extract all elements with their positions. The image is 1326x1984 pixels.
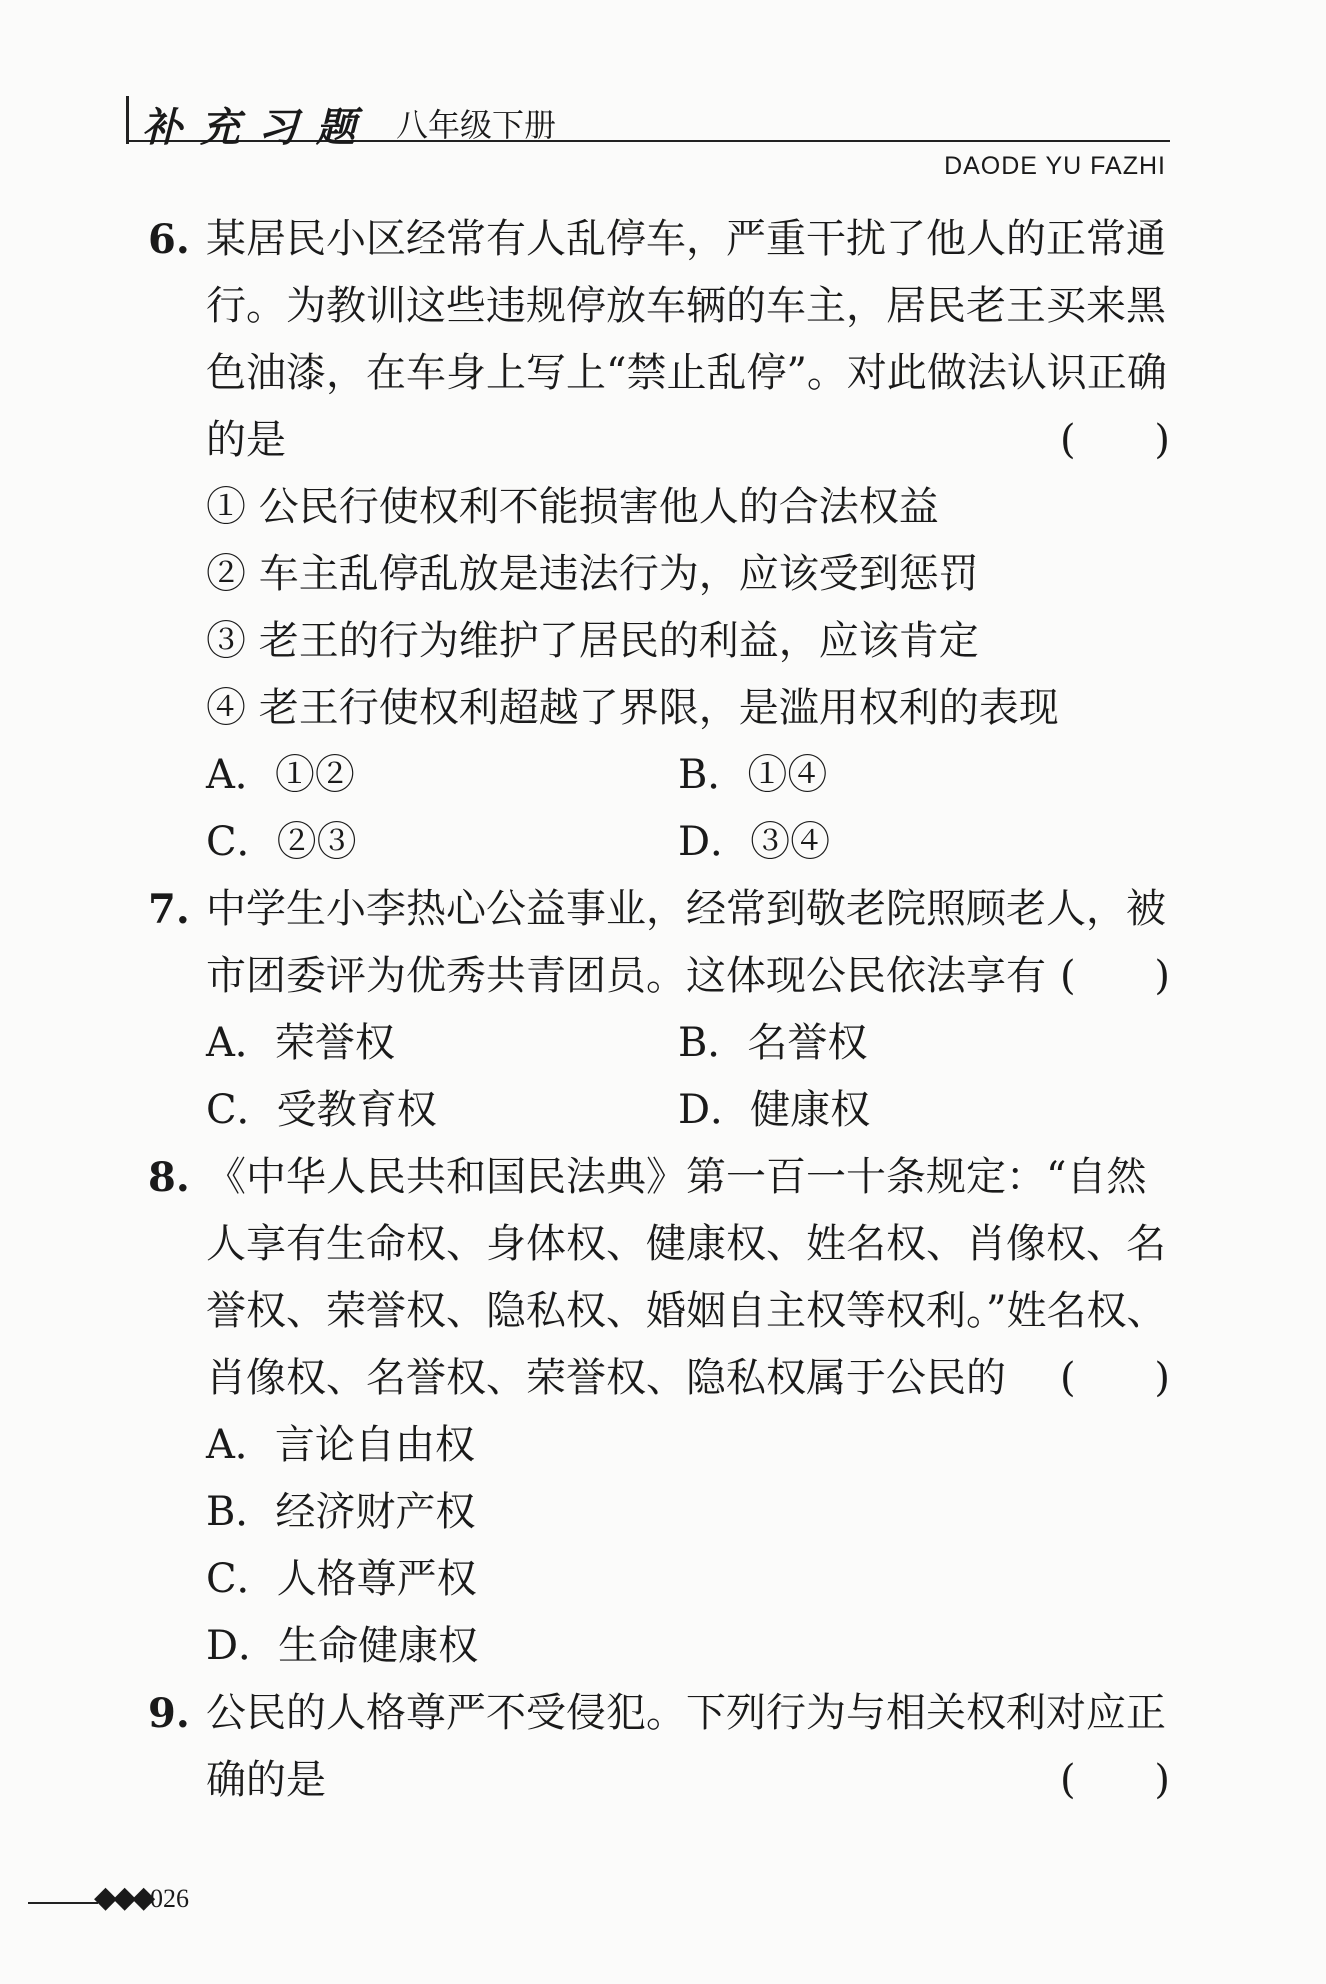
statement-2: ② 车主乱停乱放是违法行为，应该受到惩罚 — [206, 551, 979, 597]
paren-open: ( — [1060, 1757, 1076, 1803]
question-stem: 某居民小区经常有人乱停车，严重干扰了他人的正常通行。为教训这些违规停放车辆的车主，居民老王买来黑色油漆，在车身上写上“禁止乱停”。对此做法认识正确的是 — [206, 216, 1167, 463]
option-d[interactable]: D．③④ — [678, 819, 831, 865]
option-d[interactable]: D．健康权 — [678, 1087, 871, 1133]
answer-parentheses — [1060, 407, 1170, 474]
option-a[interactable]: A．荣誉权 — [206, 1020, 395, 1066]
series-title: 补充习题 — [142, 105, 374, 151]
options — [206, 1010, 1170, 1144]
footer-diamond-ornament: ◆◆◆ — [94, 1880, 152, 1915]
question-number: 9. — [148, 1690, 190, 1737]
question-9 — [148, 1680, 1170, 1814]
question-number: 7. — [148, 886, 190, 933]
option-d[interactable]: D．生命健康权 — [206, 1623, 479, 1669]
page-header — [126, 96, 1170, 180]
answer-parentheses — [1060, 1345, 1170, 1412]
question-7 — [148, 876, 1170, 1144]
question-stem: 《中华人民共和国民法典》第一百一十条规定：“自然人享有生命权、身体权、健康权、姓名权、肖像权、名誉权、荣誉权、隐私权、婚姻自主权等权利。”姓名权、肖像权、名誉权、荣誉权、隐私权属于公民的 — [206, 1154, 1167, 1401]
paren-open: ( — [1060, 1355, 1076, 1401]
grade-label: 八年级下册 — [396, 106, 557, 144]
paren-open: ( — [1060, 953, 1076, 999]
statement-1: ① 公民行使权利不能损害他人的合法权益 — [206, 484, 939, 530]
question-stem: 公民的人格尊严不受侵犯。下列行为与相关权利对应正确的是 — [206, 1690, 1166, 1803]
option-a[interactable]: A．言论自由权 — [206, 1422, 475, 1468]
question-8 — [148, 1144, 1170, 1680]
paren-open: ( — [1060, 417, 1076, 463]
options — [206, 742, 1170, 876]
answer-parentheses — [1060, 943, 1170, 1010]
paren-close: ) — [1154, 953, 1170, 999]
paren-close: ) — [1154, 1757, 1170, 1803]
question-number: 6. — [148, 216, 190, 263]
question-list — [148, 206, 1170, 1814]
option-c[interactable]: C．人格尊严权 — [206, 1556, 477, 1602]
question-number: 8. — [148, 1154, 190, 1201]
option-a[interactable]: A．①② — [206, 752, 355, 798]
footer-rule — [28, 1902, 98, 1904]
statement-4: ④ 老王行使权利超越了界限，是滥用权利的表现 — [206, 685, 1059, 731]
option-c[interactable]: C．②③ — [206, 819, 357, 865]
subject-code: DAODE YU FAZHI — [944, 152, 1166, 180]
header-left-rule — [126, 96, 129, 144]
option-c[interactable]: C．受教育权 — [206, 1087, 437, 1133]
option-b[interactable]: B．①④ — [678, 752, 828, 798]
question-stem: 中学生小李热心公益事业，经常到敬老院照顾老人，被市团委评为优秀共青团员。这体现公民依法享有 — [206, 886, 1166, 999]
question-6 — [148, 206, 1170, 876]
page-number: 026 — [150, 1884, 189, 1913]
paren-close: ) — [1154, 417, 1170, 463]
paren-close: ) — [1154, 1355, 1170, 1401]
option-b[interactable]: B．名誉权 — [678, 1020, 868, 1066]
answer-parentheses — [1060, 1747, 1170, 1814]
statement-3: ③ 老王的行为维护了居民的利益，应该肯定 — [206, 618, 979, 664]
options — [206, 1412, 1170, 1680]
option-b[interactable]: B．经济财产权 — [206, 1489, 476, 1535]
